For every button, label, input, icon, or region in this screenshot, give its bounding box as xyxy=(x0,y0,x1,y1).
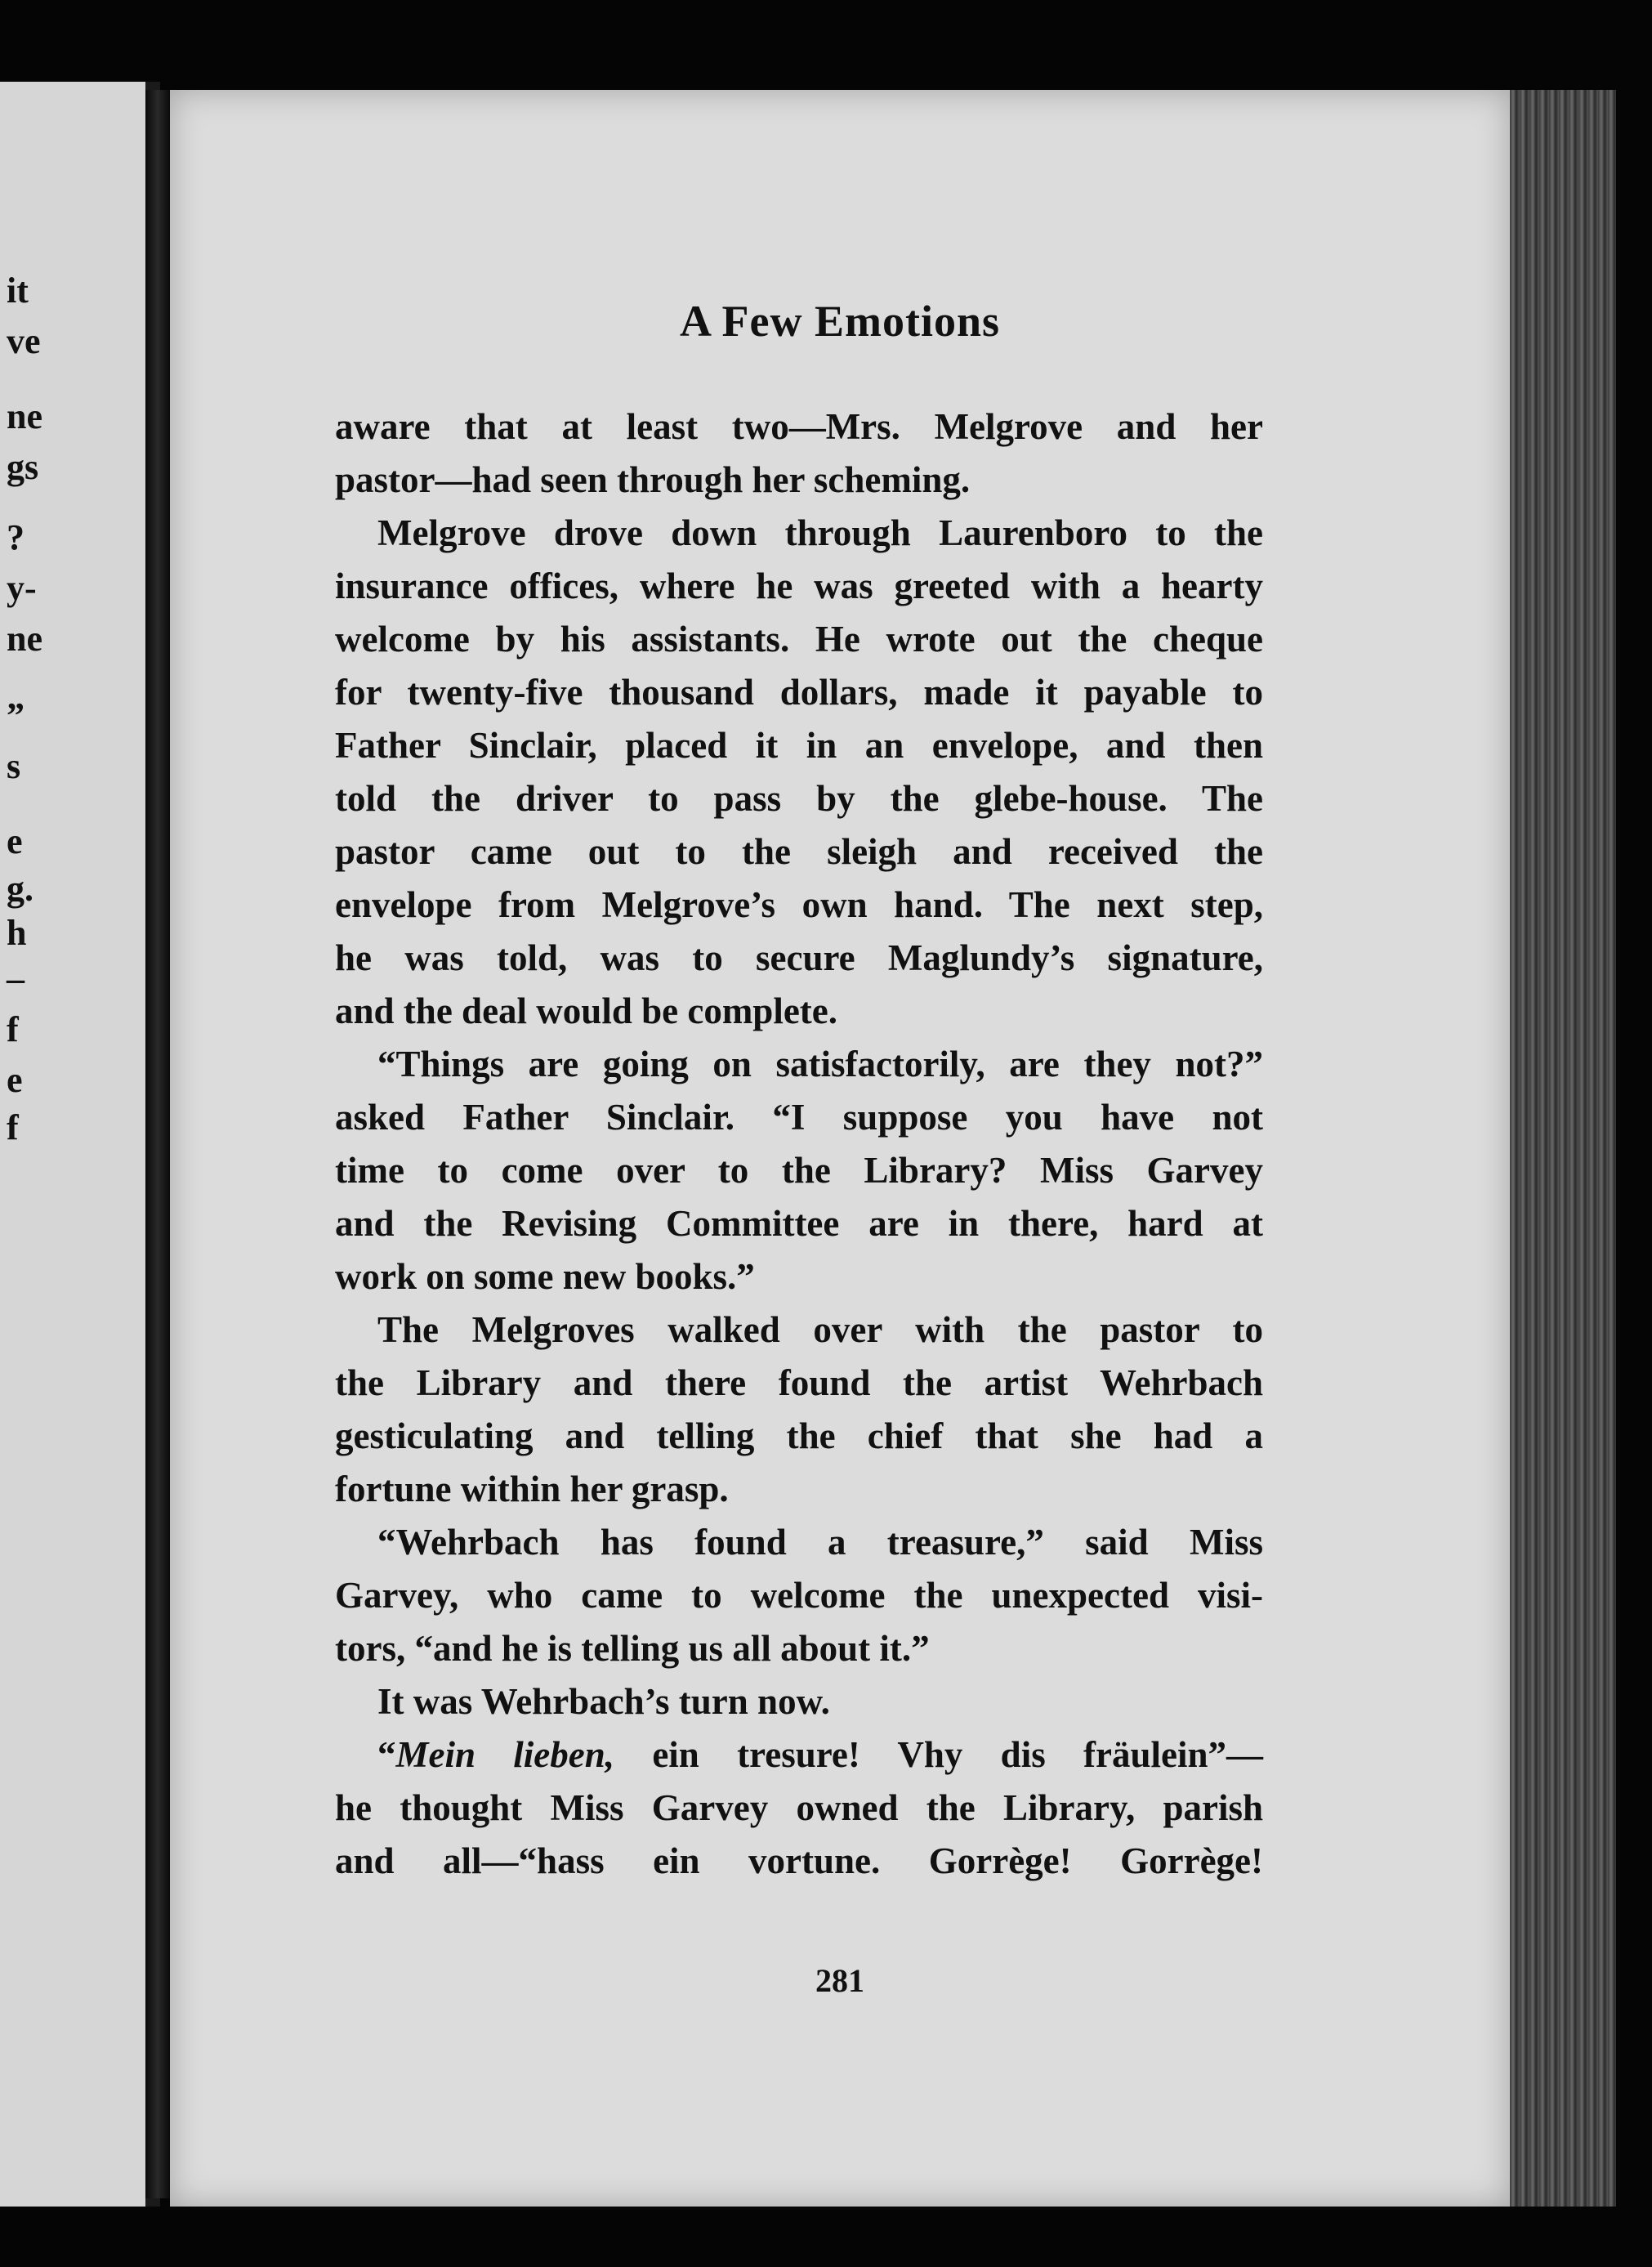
text-line: welcome by his assistants. He wrote out the cheque xyxy=(335,619,1263,660)
running-head: A Few Emotions xyxy=(680,297,1000,346)
page-number: 281 xyxy=(815,1962,864,1999)
left-page-fragment: e xyxy=(7,1060,23,1100)
text-line: pastor—had seen through her scheming. xyxy=(335,459,971,500)
left-page-fragment: h xyxy=(7,913,27,953)
left-page-fragment: ? xyxy=(7,517,25,557)
text-segment: “ xyxy=(377,1734,396,1775)
text-line: Garvey, who came to welcome the unexpected visi- xyxy=(335,1575,1263,1616)
left-page-fragment: ” xyxy=(7,695,25,736)
text-line: Father Sinclair, placed it in an envelope, and then xyxy=(335,725,1263,766)
text-segment: ein tresure! Vhy dis fräulein”— xyxy=(614,1734,1263,1775)
text-line: aware that at least two—Mrs. Melgrove and her xyxy=(335,406,1263,447)
text-line: pastor came out to the sleigh and received the xyxy=(335,831,1263,872)
text-line: he thought Miss Garvey owned the Library, parish xyxy=(335,1787,1263,1828)
text-line: envelope from Melgrove’s own hand. The next step, xyxy=(335,884,1263,925)
text-line: he was told, was to secure Maglundy’s signature, xyxy=(335,937,1263,978)
left-page-fragment: f xyxy=(7,1009,19,1049)
body-text xyxy=(335,400,1263,1888)
text-line: “Things are going on satisfactorily, are they not?” xyxy=(377,1044,1263,1084)
text-line: work on some new books.” xyxy=(335,1256,755,1297)
text-line: fortune within her grasp. xyxy=(335,1469,729,1509)
text-line: the Library and there found the artist Wehrbach xyxy=(335,1362,1263,1403)
text-line: gesticulating and telling the chief that she had a xyxy=(335,1415,1263,1456)
left-page-fragment: – xyxy=(7,959,25,999)
text-line: asked Father Sinclair. “I suppose you have not xyxy=(335,1097,1263,1138)
text-line: “Wehrbach has found a treasure,” said Miss xyxy=(377,1522,1263,1563)
text-line: Melgrove drove down through Laurenboro to the xyxy=(377,512,1263,553)
left-page-fragment: gs xyxy=(7,447,39,487)
left-page-fragment: ve xyxy=(7,321,41,361)
left-page-fragment: ne xyxy=(7,619,42,659)
left-page-fragment: g. xyxy=(7,869,33,909)
text-line: insurance offices, where he was greeted with a hearty xyxy=(335,566,1263,606)
book-gutter xyxy=(145,90,170,2198)
left-page-fragment: y- xyxy=(7,568,37,608)
left-page-fragment: ne xyxy=(7,396,42,436)
text-line: tors, “and he is telling us all about it.” xyxy=(335,1628,930,1669)
italic-phrase: Mein lieben, xyxy=(395,1734,615,1775)
left-page-fragment: s xyxy=(7,746,21,786)
left-page-fragment: f xyxy=(7,1107,19,1147)
text-line xyxy=(335,1728,1263,1782)
book-page xyxy=(170,90,1510,2207)
text-line: and the deal would be complete. xyxy=(335,990,838,1031)
text-line: told the driver to pass by the glebe-house. The xyxy=(335,778,1263,819)
text-line: It was Wehrbach’s turn now. xyxy=(377,1681,830,1722)
facing-left-page xyxy=(0,82,160,2207)
left-page-fragment: e xyxy=(7,821,23,861)
text-line: for twenty-five thousand dollars, made it payable to xyxy=(335,672,1263,713)
text-line: and all—“hass ein vortune. Gorrège! Gorrège! xyxy=(335,1840,1263,1881)
text-line: time to come over to the Library? Miss Garvey xyxy=(335,1150,1263,1191)
text-line: The Melgroves walked over with the pastor to xyxy=(377,1309,1263,1350)
page-edges xyxy=(1510,90,1616,2207)
left-page-fragment: it xyxy=(7,271,29,311)
text-line: and the Revising Committee are in there, hard at xyxy=(335,1203,1263,1244)
